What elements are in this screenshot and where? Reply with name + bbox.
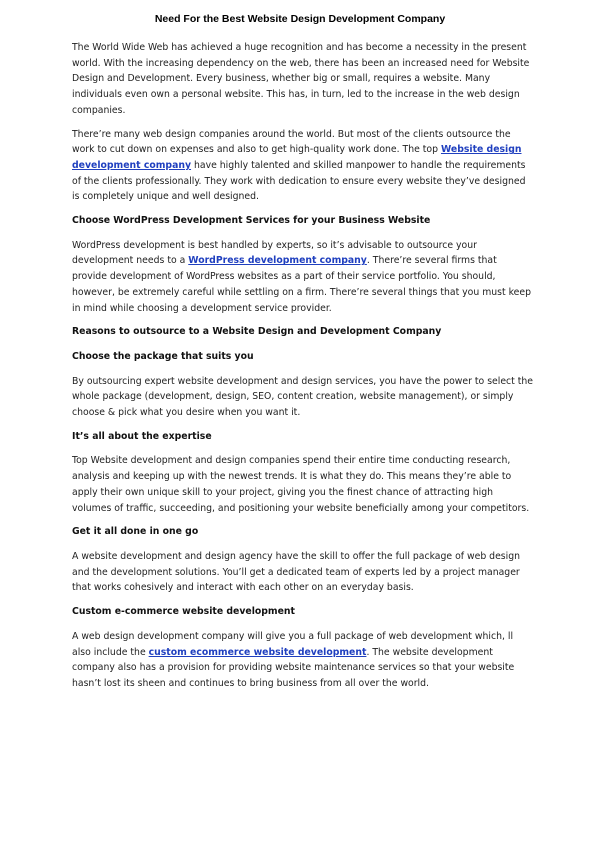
section-heading-wordpress: Choose WordPress Development Services for your Business Website [72, 215, 431, 227]
intro-paragraph: The World Wide Web has achieved a huge recognition and has become a necessity in the present world. With the increasing dependency on the web, there has been an increased need for Website Design and Development. Every business, whether big or small, requires a website. Many individuals even own a personal website. This has, in turn, led to the increase in the web design companies. [72, 42, 530, 116]
paragraph-text: have highly talented and skilled manpower to handle the requirements of the clients professionally. They work with dedication to ensure every website they’ve designed is completely unique and well designed. [72, 159, 526, 203]
paragraph-text: . The website development company also has a provision for providing website maintenance services so that your website hasn’t lost its sheen and continues to bring business from all over the world. [72, 646, 515, 689]
section-heading-reasons: Reasons to outsource to a Website Design and Development Company [72, 326, 442, 338]
paragraph-text: A web design development company will give you a full package of web development which, ll also include the [72, 630, 514, 658]
subheading-expertise: It’s all about the expertise [72, 430, 212, 442]
expertise-paragraph: Top Website development and design companies spend their entire time conducting research, analysis and keeping up with the newest trends. It is what they do. This means they’re able to apply their own unique skill to your project, giving you the finest chance of attracting high volumes of traffic, succeeding, and positioning your website beneficially among your competitors. [72, 455, 530, 514]
package-paragraph: By outsourcing expert website development and design services, you have the power to select the whole package (development, design, SEO, content creation, website management), or simply choose & pick what you desire when you want it. [72, 375, 534, 419]
website-design-company-link[interactable]: Website design development company [72, 144, 522, 171]
subheading-package: Choose the package that suits you [72, 350, 254, 362]
paragraph-text: WordPress development is best handled by experts, so it’s advisable to outsource your development needs to a [72, 239, 477, 267]
ecommerce-development-link[interactable]: custom ecommerce website development [148, 646, 367, 658]
paragraph-text: . There’re several firms that provide development of WordPress websites as a part of their service portfolio. You should, however, be extremely careful while settling on a firm. There’re several things that you must keep in mind while choosing a development service provider. [72, 255, 532, 314]
subheading-one-go: Get it all done in one go [72, 526, 199, 538]
outsourcing-paragraph [72, 127, 534, 206]
paragraph-text: There’re many web design companies around the world. But most of the clients outsource the work to cut down on expenses and also to get high-quality work done. The top [72, 128, 511, 156]
document-title: Need For the Best Website Design Development Company [154, 13, 446, 25]
one-go-paragraph: A website development and design agency have the skill to offer the full package of web design and the development solutions. You’ll get a dedicated team of experts led by a project manager that works cohesively and interact with each other on an everyday basis. [72, 550, 521, 594]
document-body [72, 40, 534, 700]
wordpress-company-link[interactable]: WordPress development company [188, 255, 367, 267]
subheading-ecommerce: Custom e-commerce website development [72, 606, 295, 618]
wordpress-paragraph [72, 238, 534, 317]
ecommerce-paragraph [72, 629, 534, 692]
